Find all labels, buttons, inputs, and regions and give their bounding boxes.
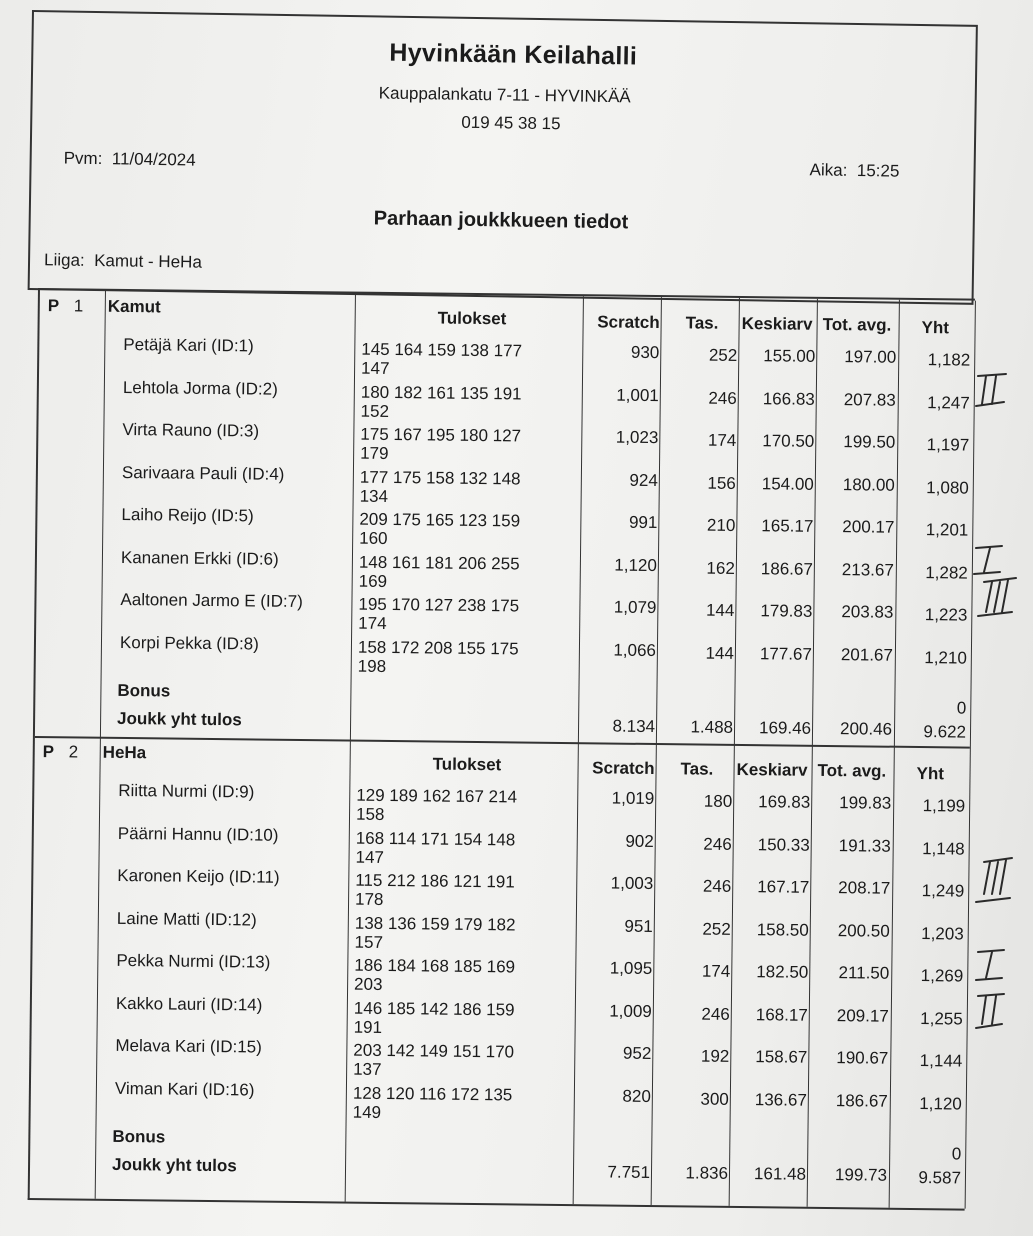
player-handicap: 210 xyxy=(706,515,736,535)
league-field xyxy=(44,250,202,272)
player-total: 1,247 xyxy=(927,392,970,413)
player-game-scores: 138 136 159 179 182 xyxy=(354,913,516,934)
player-game-scores-extra: 147 xyxy=(355,847,385,867)
player-total: 1,203 xyxy=(921,923,964,944)
pen-marks-team-2 xyxy=(972,850,1028,1040)
column-header-total-average: Tot. avg. xyxy=(817,760,887,781)
time-value: 15:25 xyxy=(856,160,900,181)
column-header-average: Keskiarv xyxy=(736,759,808,780)
team-total-handicap: 1.836 xyxy=(685,1163,729,1183)
date-label: Pvm: xyxy=(63,148,103,169)
player-total: 1,197 xyxy=(926,435,970,455)
tally-mark-I-icon xyxy=(974,546,1002,574)
team-total-label: Joukk yht tulos xyxy=(111,1154,237,1176)
time-label: Aika: xyxy=(809,160,848,180)
player-total-average: 197.00 xyxy=(844,347,897,367)
player-total: 1,199 xyxy=(922,796,966,816)
player-total-average: 186.67 xyxy=(835,1090,888,1111)
player-total: 1,182 xyxy=(927,350,971,370)
player-total: 1,210 xyxy=(924,647,967,668)
team-total-handicap: 1.488 xyxy=(690,717,734,737)
player-name: Lehtola Jorma (ID:2) xyxy=(122,377,278,399)
player-scratch: 930 xyxy=(630,342,660,363)
bonus-value: 0 xyxy=(956,698,967,718)
player-name: Riitta Nurmi (ID:9) xyxy=(118,780,255,802)
player-handicap: 246 xyxy=(701,1004,730,1024)
player-total-average: 208.17 xyxy=(838,878,891,898)
bonus-label: Bonus xyxy=(117,680,171,701)
player-total-average: 199.50 xyxy=(843,432,896,452)
player-total-average: 200.17 xyxy=(842,517,895,537)
player-game-scores: 186 184 168 185 169 xyxy=(354,955,516,977)
column-header-total-average: Tot. avg. xyxy=(822,314,892,335)
player-average: 165.17 xyxy=(761,516,814,536)
player-scratch: 1,001 xyxy=(616,385,659,405)
venue-address: Kauppalankatu 7-11 - HYVINKÄÄ xyxy=(378,83,631,107)
player-total: 1,144 xyxy=(919,1051,963,1071)
player-game-scores-extra: 137 xyxy=(353,1059,382,1079)
venue-phone: 019 45 38 15 xyxy=(461,112,561,134)
team-position-label: P xyxy=(47,296,60,316)
player-game-scores: 195 170 127 238 175 xyxy=(358,594,520,616)
player-name: Kakko Lauri (ID:14) xyxy=(115,993,263,1015)
player-scratch: 951 xyxy=(624,916,653,936)
player-handicap: 246 xyxy=(702,876,732,896)
column-header-scratch: Scratch xyxy=(592,758,655,779)
player-total-average: 213.67 xyxy=(841,559,894,580)
player-average: 177.67 xyxy=(759,643,813,664)
player-total-average: 191.33 xyxy=(838,835,891,856)
player-average: 150.33 xyxy=(757,834,810,855)
player-handicap: 192 xyxy=(700,1046,730,1066)
team-divider xyxy=(35,736,970,749)
player-game-scores-extra: 134 xyxy=(359,486,389,506)
player-name: Karonen Keijo (ID:11) xyxy=(117,865,280,887)
player-handicap: 144 xyxy=(705,600,735,620)
bonus-value: 0 xyxy=(951,1144,962,1164)
player-game-scores-extra: 198 xyxy=(357,656,387,676)
player-name: Kananen Erkki (ID:6) xyxy=(120,547,279,569)
player-handicap: 144 xyxy=(705,643,735,663)
player-total: 1,120 xyxy=(919,1093,962,1114)
player-total-average: 200.50 xyxy=(837,920,890,941)
player-total: 1,269 xyxy=(920,966,964,986)
player-scratch: 991 xyxy=(628,512,658,533)
player-name: Aaltonen Jarmo E (ID:7) xyxy=(120,589,303,612)
report-title: Parhaan joukkkueen tiedot xyxy=(373,207,629,234)
column-header-total: Yht xyxy=(921,318,950,338)
player-game-scores: 180 182 161 135 191 xyxy=(360,382,522,403)
team-total-scratch: 7.751 xyxy=(607,1162,651,1182)
team-name: Kamut xyxy=(107,296,161,317)
player-game-scores-extra: 152 xyxy=(360,401,390,421)
player-handicap: 246 xyxy=(703,834,732,854)
bonus-label: Bonus xyxy=(112,1126,166,1147)
player-scratch: 1,003 xyxy=(610,873,654,894)
column-header-total: Yht xyxy=(916,763,945,784)
team-position-label: P xyxy=(42,742,55,762)
player-scratch: 1,120 xyxy=(614,555,658,575)
player-average: 136.67 xyxy=(754,1089,807,1110)
tally-mark-I-icon xyxy=(976,950,1004,980)
player-game-scores-extra: 178 xyxy=(354,889,384,909)
team-total-average: 161.48 xyxy=(753,1164,807,1184)
date-value: 11/04/2024 xyxy=(111,149,196,170)
player-average: 186.67 xyxy=(760,558,813,579)
team-total-label: Joukk yht tulos xyxy=(117,708,242,730)
player-game-scores: 129 189 162 167 214 xyxy=(356,785,518,807)
player-total-average: 199.83 xyxy=(839,793,892,813)
player-name: Pekka Nurmi (ID:13) xyxy=(116,950,271,972)
player-scratch: 1,009 xyxy=(609,1001,652,1021)
player-average: 168.17 xyxy=(755,1004,808,1025)
player-name: Melava Kari (ID:15) xyxy=(115,1035,262,1057)
venue-name: Hyvinkään Keilahalli xyxy=(389,38,638,71)
player-average: 158.50 xyxy=(756,919,809,940)
player-game-scores-extra: 160 xyxy=(359,528,388,548)
player-total-average: 190.67 xyxy=(836,1048,889,1068)
player-game-scores: 115 212 186 121 191 xyxy=(355,870,515,892)
player-name: Laiho Reijo (ID:5) xyxy=(121,504,254,526)
time-field xyxy=(809,160,899,181)
player-game-scores: 148 161 181 206 255 xyxy=(358,552,520,573)
column-header-scratch: Scratch xyxy=(597,312,660,333)
player-total: 1,148 xyxy=(922,838,965,859)
player-game-scores-extra: 149 xyxy=(352,1102,382,1122)
player-game-scores: 128 120 116 172 135 xyxy=(352,1083,513,1104)
player-average: 169.83 xyxy=(758,792,811,812)
player-name: Päärni Hannu (ID:10) xyxy=(117,823,279,845)
team-total-total-average: 199.73 xyxy=(834,1165,888,1185)
player-scratch: 1,095 xyxy=(609,958,653,979)
player-handicap: 174 xyxy=(707,430,737,450)
player-game-scores: 145 164 159 138 177 xyxy=(361,339,523,361)
player-average: 182.50 xyxy=(756,962,809,982)
player-handicap: 300 xyxy=(700,1089,729,1109)
results-table xyxy=(28,288,975,1211)
player-game-scores: 203 142 149 151 170 xyxy=(353,1040,515,1062)
player-game-scores: 158 172 208 155 175 xyxy=(357,637,519,658)
player-game-scores-extra: 147 xyxy=(361,358,390,378)
report-header xyxy=(28,10,978,305)
player-game-scores-extra: 179 xyxy=(360,443,389,463)
player-name: Sarivaara Pauli (ID:4) xyxy=(121,462,285,484)
player-game-scores: 175 167 195 180 127 xyxy=(360,424,522,446)
player-game-scores-extra: 169 xyxy=(358,571,388,591)
player-scratch: 1,019 xyxy=(611,788,655,809)
league-label: Liiga: xyxy=(43,250,85,270)
player-handicap: 252 xyxy=(708,345,738,365)
team-grand-total: 9.622 xyxy=(923,722,967,742)
player-average: 179.83 xyxy=(760,601,813,621)
player-game-scores: 209 175 165 123 159 xyxy=(359,509,521,531)
player-handicap: 246 xyxy=(708,388,737,408)
column-divider xyxy=(573,296,584,1204)
league-value: Kamut - HeHa xyxy=(94,251,203,272)
player-scratch: 820 xyxy=(622,1086,651,1106)
column-header-average: Keskiarv xyxy=(741,313,813,334)
player-scratch: 924 xyxy=(629,470,658,490)
player-total: 1,249 xyxy=(921,881,965,901)
player-game-scores-extra: 203 xyxy=(354,974,383,994)
team-number: 1 xyxy=(73,296,84,316)
player-average: 154.00 xyxy=(761,473,814,494)
team-total-average: 169.46 xyxy=(758,718,812,738)
column-header-handicap: Tas. xyxy=(685,313,719,333)
player-total: 1,255 xyxy=(920,1008,963,1029)
player-name: Viman Kari (ID:16) xyxy=(114,1078,255,1100)
column-header-results: Tulokset xyxy=(437,308,507,329)
player-scratch: 952 xyxy=(622,1043,652,1064)
player-game-scores: 168 114 171 154 148 xyxy=(355,828,516,849)
pen-marks-team-1 xyxy=(972,360,1028,650)
player-name: Korpi Pekka (ID:8) xyxy=(119,632,259,654)
player-total-average: 211.50 xyxy=(838,963,890,983)
player-total-average: 203.83 xyxy=(841,602,894,622)
tally-mark-III-icon xyxy=(978,578,1016,616)
player-total-average: 209.17 xyxy=(836,1005,889,1026)
team-total-scratch: 8.134 xyxy=(612,716,656,737)
player-handicap: 162 xyxy=(706,558,735,578)
player-total: 1,223 xyxy=(924,605,968,625)
player-average: 170.50 xyxy=(762,431,815,451)
date-field xyxy=(64,149,196,171)
team-total-total-average: 200.46 xyxy=(839,719,893,739)
player-handicap: 156 xyxy=(707,473,736,493)
player-scratch: 1,066 xyxy=(613,640,657,660)
player-scratch: 1,079 xyxy=(613,597,657,618)
player-total-average: 201.67 xyxy=(840,644,894,665)
player-average: 167.17 xyxy=(757,877,810,897)
player-handicap: 180 xyxy=(703,791,733,811)
column-header-results: Tulokset xyxy=(432,754,502,775)
player-total: 1,282 xyxy=(925,562,968,583)
player-game-scores-extra: 158 xyxy=(355,804,385,824)
tally-mark-II-icon xyxy=(976,374,1006,406)
player-scratch: 1,023 xyxy=(615,427,659,448)
player-game-scores-extra: 174 xyxy=(358,613,387,633)
tally-mark-II-icon xyxy=(976,994,1004,1028)
player-game-scores: 177 175 158 132 148 xyxy=(359,467,521,488)
player-total: 1,080 xyxy=(926,477,969,498)
player-total: 1,201 xyxy=(925,520,969,540)
team-grand-total: 9.587 xyxy=(918,1168,962,1188)
player-name: Laine Matti (ID:12) xyxy=(116,908,257,930)
team-number: 2 xyxy=(68,742,79,762)
tally-mark-III-icon xyxy=(976,858,1012,902)
player-total-average: 180.00 xyxy=(842,474,895,495)
column-header-handicap: Tas. xyxy=(680,759,714,779)
player-total-average: 207.83 xyxy=(843,389,896,410)
team-name: HeHa xyxy=(102,742,147,763)
player-handicap: 252 xyxy=(702,919,731,939)
player-game-scores-extra: 157 xyxy=(354,932,384,952)
player-game-scores: 146 185 142 186 159 xyxy=(353,998,515,1019)
player-scratch: 902 xyxy=(625,831,654,851)
player-average: 158.67 xyxy=(755,1047,808,1067)
player-game-scores-extra: 191 xyxy=(353,1017,383,1037)
player-name: Virta Rauno (ID:3) xyxy=(122,419,260,441)
player-average: 166.83 xyxy=(762,388,815,409)
player-name: Petäjä Kari (ID:1) xyxy=(123,334,254,356)
player-average: 155.00 xyxy=(763,346,816,366)
player-handicap: 174 xyxy=(701,961,731,981)
